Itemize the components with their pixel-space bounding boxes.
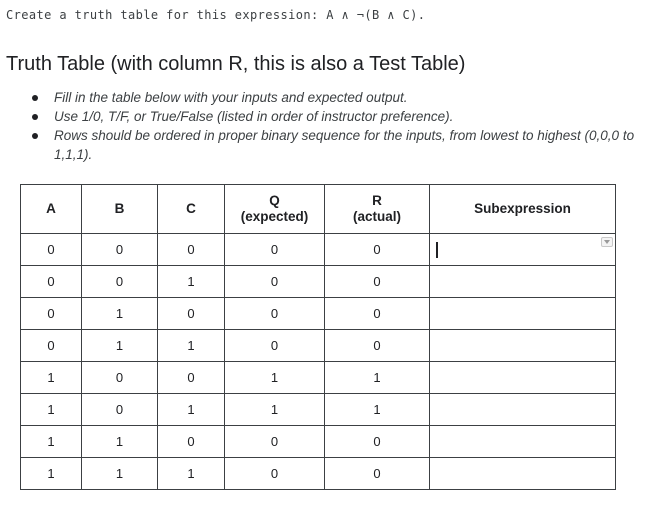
cell-b[interactable]: 1 — [82, 330, 158, 362]
cell-a[interactable]: 0 — [21, 298, 82, 330]
cell-b[interactable]: 0 — [82, 234, 158, 266]
cell-q[interactable]: 0 — [225, 266, 325, 298]
cell-subexpression[interactable] — [430, 394, 616, 426]
cell-b[interactable]: 0 — [82, 266, 158, 298]
truth-table — [20, 184, 616, 490]
table-row — [21, 394, 616, 426]
cell-a[interactable]: 1 — [21, 426, 82, 458]
column-header-q-subtitle: (expected) — [240, 209, 309, 224]
cell-r[interactable]: 0 — [325, 298, 430, 330]
cell-q[interactable]: 1 — [225, 394, 325, 426]
cell-subexpression[interactable] — [430, 298, 616, 330]
cell-c[interactable]: 1 — [158, 394, 225, 426]
cell-c[interactable]: 1 — [158, 330, 225, 362]
column-header-subexpression: Subexpression — [430, 185, 616, 234]
cell-subexpression-active[interactable] — [430, 234, 616, 266]
column-header-q — [225, 185, 325, 234]
cell-q[interactable]: 0 — [225, 234, 325, 266]
cell-q[interactable]: 0 — [225, 298, 325, 330]
cell-c[interactable]: 1 — [158, 458, 225, 490]
dropdown-arrow-icon[interactable] — [601, 237, 613, 247]
cell-a[interactable]: 1 — [21, 458, 82, 490]
table-row — [21, 426, 616, 458]
column-header-q-title: Q — [269, 193, 280, 208]
column-header-r-subtitle: (actual) — [352, 209, 401, 224]
cell-b[interactable]: 1 — [82, 298, 158, 330]
question-prompt: Create a truth table for this expression: A ∧ ¬(B ∧ C). — [6, 8, 426, 22]
instruction-item: Use 1/0, T/F, or True/False (listed in order of instructor preference). — [30, 107, 640, 126]
cell-b[interactable]: 0 — [82, 394, 158, 426]
cell-subexpression[interactable] — [430, 330, 616, 362]
cell-b[interactable]: 0 — [82, 362, 158, 394]
text-cursor — [436, 242, 438, 258]
cell-b[interactable]: 1 — [82, 426, 158, 458]
table-row — [21, 266, 616, 298]
table-row — [21, 330, 616, 362]
cell-c[interactable]: 0 — [158, 426, 225, 458]
cell-r[interactable]: 0 — [325, 234, 430, 266]
table-row — [21, 362, 616, 394]
cell-q[interactable]: 0 — [225, 426, 325, 458]
cell-r[interactable]: 0 — [325, 458, 430, 490]
cell-a[interactable]: 1 — [21, 362, 82, 394]
column-header-r-title: R — [372, 193, 382, 208]
cell-r[interactable]: 0 — [325, 330, 430, 362]
column-header-a: A — [21, 185, 82, 234]
cell-a[interactable]: 0 — [21, 330, 82, 362]
table-row — [21, 298, 616, 330]
cell-q[interactable]: 1 — [225, 362, 325, 394]
instruction-item: Fill in the table below with your inputs and expected output. — [30, 88, 640, 107]
cell-c[interactable]: 1 — [158, 266, 225, 298]
cell-subexpression[interactable] — [430, 426, 616, 458]
cell-q[interactable]: 0 — [225, 458, 325, 490]
table-row — [21, 458, 616, 490]
cell-c[interactable]: 0 — [158, 234, 225, 266]
page-title: Truth Table (with column R, this is also a Test Table) — [6, 53, 466, 75]
cell-a[interactable]: 1 — [21, 394, 82, 426]
cell-a[interactable]: 0 — [21, 266, 82, 298]
table-row — [21, 234, 616, 266]
cell-b[interactable]: 1 — [82, 458, 158, 490]
cell-r[interactable]: 0 — [325, 266, 430, 298]
cell-r[interactable]: 0 — [325, 426, 430, 458]
cell-q[interactable]: 0 — [225, 330, 325, 362]
instruction-item: Rows should be ordered in proper binary sequence for the inputs, from lowest to highest (0,0,0 to 1,1,1). — [30, 126, 640, 164]
column-header-r — [325, 185, 430, 234]
cell-subexpression[interactable] — [430, 266, 616, 298]
table-header-row — [21, 185, 616, 234]
instructions-list — [30, 88, 640, 164]
column-header-c: C — [158, 185, 225, 234]
cell-subexpression[interactable] — [430, 458, 616, 490]
cell-c[interactable]: 0 — [158, 362, 225, 394]
cell-c[interactable]: 0 — [158, 298, 225, 330]
cell-subexpression[interactable] — [430, 362, 616, 394]
cell-a[interactable]: 0 — [21, 234, 82, 266]
cell-r[interactable]: 1 — [325, 362, 430, 394]
cell-r[interactable]: 1 — [325, 394, 430, 426]
column-header-b: B — [82, 185, 158, 234]
